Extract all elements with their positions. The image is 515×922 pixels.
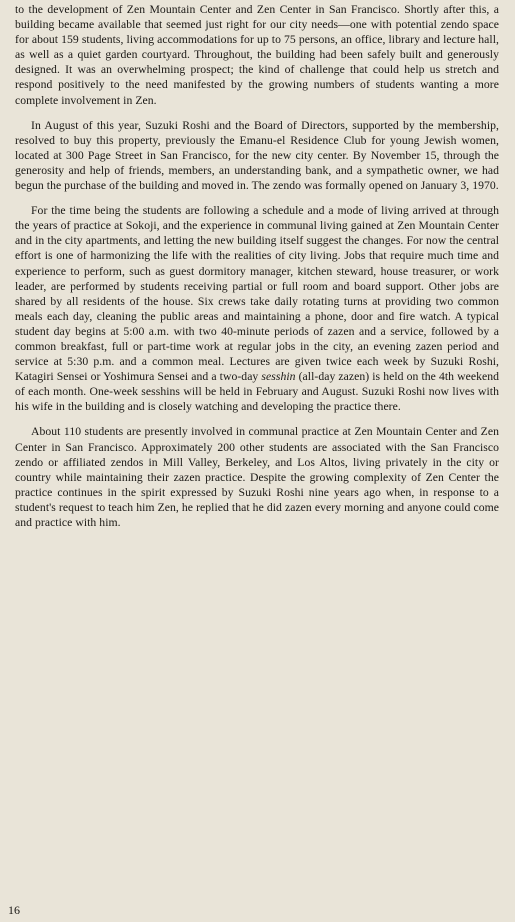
italic-term: sesshin [261,370,296,384]
paragraph-1 [15,2,499,108]
paragraph-4 [15,424,499,530]
text-run: In August of this year, Suzuki Roshi and the Board of Directors, supported by the membership, resolved to buy this property, previously the Emanu-el Residence Club for young Jewish women, located at 300 Page Street in San Francisco, for the new city center. By November 15, through the generosity and help of friends, members, an understanding bank, and a sympathetic owner, we had begun the purchase of the building and moved in. The zendo was formally opened on January 3, 1970. [15,118,499,193]
paragraph-2 [15,118,499,193]
text-run: For the time being the students are following a schedule and a mode of living arrived at through the years of practice at Sokoji, and the experience in communal living gained at Zen Mountain Center and in the city apartments, and letting the new building itself suggest the changes. For now the central effort is one of harmonizing the life with the realities of city living. Jobs that require much time and experience to perform, such as guest dormitory manager, kitchen steward, house treasurer, or work leader, are performed by students receiving partial or full room and board support. Other jobs are shared by all residents of the house. Six crews take daily rotating turns at providing two common meals each day, cleaning the public areas and maintaining a phone, door and fire watch. A typical student day begins at 5:00 a.m. with two 40-minute periods of zazen and a service, followed by a common breakfast, full or part-time work at regular jobs in the city, an evening zazen period and service at 5:30 p.m. and a common meal. Lectures are given twice each week by Suzuki Roshi, Katagiri Sensei or Yoshimura Sensei and a two-day [15,204,499,384]
text-run: to the development of Zen Mountain Center and Zen Center in San Francisco. Shortly after this, a building became available that seemed just right for our city needs—one with potential zendo space for about 159 students, living accommodations for up to 75 persons, an office, library and lecture hall, as well as a quiet garden courtyard. Throughout, the building had been safely built and generously designed. It was an overwhelming prospect; the kind of challenge that could help us stretch and respond positively to the need manifested by the growing numbers of students wanting a more complete involvement in Zen. [15,3,499,107]
text-run: (all-day zazen) is held on the 4th weekend of each month. One-week sesshins will be held in February and August. Suzuki Roshi now lives with his wife in the building and is closely watching and developing the practice there. [15,370,500,414]
body-text [15,2,499,540]
text-run: About 110 students are presently involved in communal practice at Zen Mountain Center and Zen Center in San Francisco. Approximately 200 other students are associated with the San Francisco zendo or affiliated zendos in Mill Valley, Berkeley, and Los Altos, living privately in the city or country while maintaining their zazen practice. Despite the growing complexity of Zen Center the practice continues in the spirit expressed by Suzuki Roshi nine years ago when, in response to a student's request to teach him Zen, he replied that he did zazen every morning and anyone could come and practice with him. [15,425,499,529]
page-number: 16 [8,903,20,917]
paragraph-3 [15,203,499,414]
